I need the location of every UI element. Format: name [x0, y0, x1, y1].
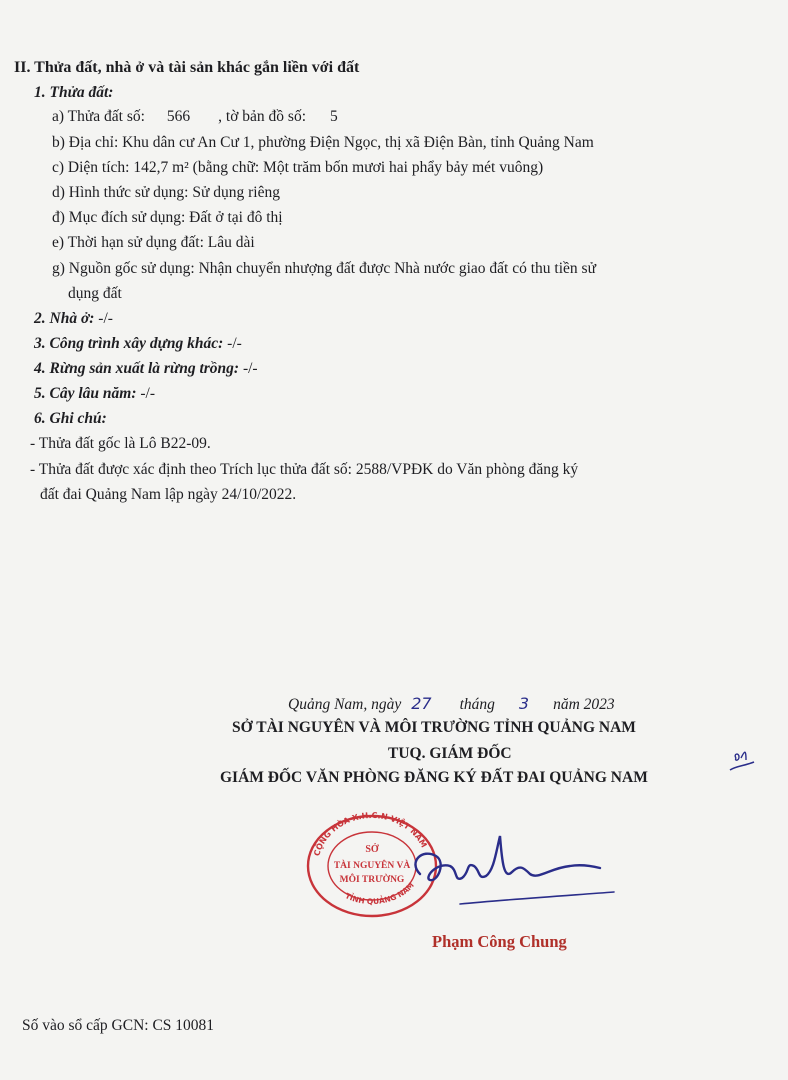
forest-label: 4. Rừng sản xuất là rừng trồng:	[34, 360, 240, 377]
authority-line-2: TUQ. GIÁM ĐỐC	[388, 745, 512, 762]
initial-mark-icon	[724, 744, 758, 780]
note-2-line-1: - Thửa đất được xác định theo Trích lục thửa đất số: 2588/VPĐK do Văn phòng đăng ký	[30, 461, 579, 478]
date-month-label: tháng	[459, 696, 495, 713]
parcel-number: 566	[166, 108, 191, 125]
forest-value: -/-	[239, 360, 258, 377]
house-row	[34, 309, 113, 329]
origin-line-1: g) Nguồn gốc sử dụng: Nhận chuyển nhượng đất được Nhà nước giao đất có thu tiền sử	[52, 260, 596, 277]
seal-bottom-text: TỈNH QUẢNG NAM	[343, 880, 416, 907]
seal-ring-text: CỘNG HÒA X.H.C.N VIỆT NAM	[312, 810, 429, 858]
signer-name: Phạm Công Chung	[432, 932, 567, 951]
other-works-row	[34, 334, 242, 354]
parcel-label: a) Thửa đất số:	[52, 108, 145, 125]
date-place: Quảng Nam, ngày	[288, 696, 402, 713]
date-line	[288, 694, 615, 715]
seal-center-3: MÔI TRƯỜNG	[339, 875, 405, 885]
authority-line-1: SỞ TÀI NGUYÊN VÀ MÔI TRƯỜNG TỈNH QUẢNG NAM	[232, 719, 636, 736]
map-number: 5	[330, 108, 338, 125]
parcel-row	[52, 107, 338, 127]
note-1: - Thửa đất gốc là Lô B22-09.	[30, 435, 211, 452]
authority-line-3: GIÁM ĐỐC VĂN PHÒNG ĐĂNG KÝ ĐẤT ĐAI QUẢNG NAM	[220, 769, 648, 786]
house-value: -/-	[94, 310, 113, 327]
seal-center-1: SỞ	[365, 844, 379, 855]
registry-number: Số vào sổ cấp GCN: CS 10081	[22, 1017, 215, 1034]
perennial-row	[34, 384, 155, 404]
seal-center-2: TÀI NGUYÊN VÀ	[333, 861, 411, 871]
perennial-label: 5. Cây lâu năm:	[34, 385, 137, 402]
other-works-label: 3. Công trình xây dựng khác:	[34, 335, 224, 352]
area-line: c) Diện tích: 142,7 m² (bằng chữ: Một trăm bốn mươi hai phẩy bảy mét vuông)	[52, 159, 544, 176]
origin-line-2: dụng đất	[68, 285, 122, 302]
land-heading: 1. Thửa đất:	[34, 84, 114, 101]
date-day: 27	[411, 694, 432, 713]
date-month: 3	[518, 694, 530, 713]
address-line: b) Địa chỉ: Khu dân cư An Cư 1, phường Điện Ngọc, thị xã Điện Bàn, tỉnh Quảng Nam	[52, 134, 594, 151]
forest-row	[34, 359, 258, 379]
perennial-value: -/-	[136, 385, 155, 402]
use-term-line: e) Thời hạn sử dụng đất: Lâu dài	[52, 234, 255, 251]
note-2-line-2: đất đai Quảng Nam lập ngày 24/10/2022.	[40, 486, 297, 503]
house-label: 2. Nhà ở:	[34, 310, 95, 327]
map-label: , tờ bản đồ số:	[218, 108, 307, 125]
use-form-line: d) Hình thức sử dụng: Sử dụng riêng	[52, 184, 280, 201]
notes-label: 6. Ghi chú:	[34, 410, 107, 427]
use-purpose-line: đ) Mục đích sử dụng: Đất ở tại đô thị	[52, 209, 283, 226]
signature-icon	[400, 822, 620, 914]
date-year: năm 2023	[553, 696, 615, 713]
section-title: II. Thửa đất, nhà ở và tài sản khác gắn liền với đất	[14, 59, 360, 76]
other-works-value: -/-	[223, 335, 242, 352]
